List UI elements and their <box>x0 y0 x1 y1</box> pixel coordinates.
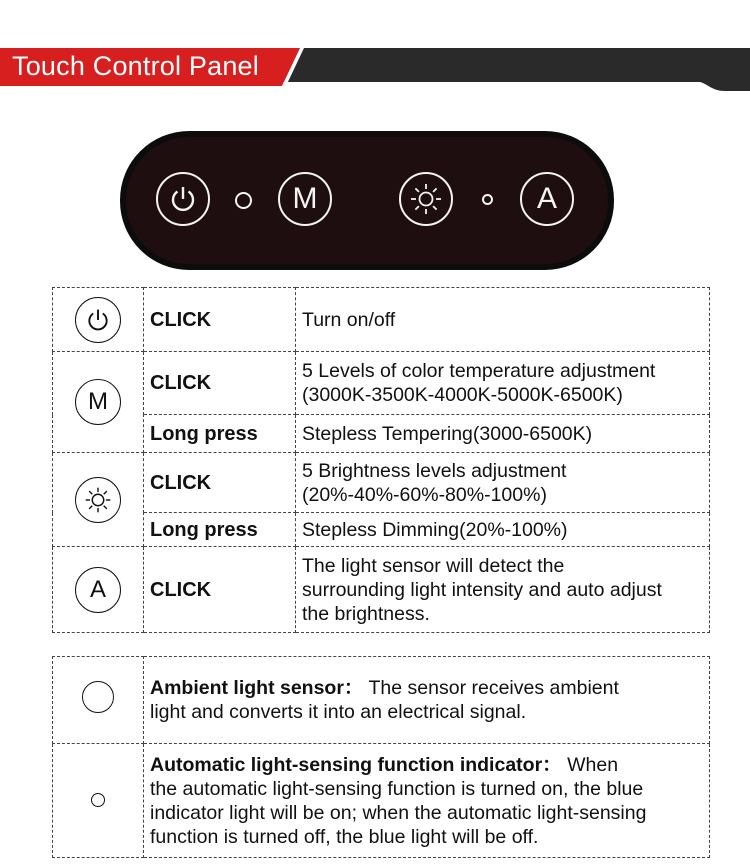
controls-table <box>52 287 710 633</box>
action-description: The light sensor will detect the surrounding light intensity and auto adjust the brightness. <box>296 547 710 633</box>
action-description: Stepless Dimming(20%-100%) <box>296 513 710 547</box>
brightness-icon-cell <box>53 453 144 547</box>
table-row <box>53 513 710 547</box>
mode-letter: M <box>292 182 318 215</box>
power-icon-cell <box>53 288 144 352</box>
table-row <box>53 744 710 858</box>
indicator-icon-cell <box>53 744 144 858</box>
ambient-sensor-description: Ambient light sensor： The sensor receives ambient light and converts it into an electrical signal. <box>144 657 710 744</box>
device-power-button[interactable] <box>156 172 210 226</box>
table-row <box>53 415 710 453</box>
device-mode-button[interactable] <box>278 172 332 226</box>
power-icon <box>75 297 121 343</box>
table-row <box>53 657 710 744</box>
auto-icon-cell <box>53 547 144 633</box>
action-label: CLICK <box>144 288 296 352</box>
sun-icon <box>75 477 121 523</box>
ambient-light-sensor <box>235 192 252 209</box>
table-row <box>53 352 710 415</box>
sensors-table <box>52 656 710 858</box>
action-label: Long press <box>144 415 296 453</box>
device-auto-button[interactable] <box>520 172 574 226</box>
auto-icon: A <box>75 567 121 613</box>
table-row <box>53 288 710 352</box>
auto-indicator-light <box>482 194 493 205</box>
action-label: CLICK <box>144 453 296 513</box>
sun-icon <box>409 182 443 216</box>
action-label: CLICK <box>144 547 296 633</box>
action-label: CLICK <box>144 352 296 415</box>
action-description: Stepless Tempering(3000-6500K) <box>296 415 710 453</box>
table-row <box>53 453 710 513</box>
page-title: Touch Control Panel <box>12 51 259 81</box>
action-description: Turn on/off <box>296 288 710 352</box>
action-label: Long press <box>144 513 296 547</box>
sensor-icon-cell <box>53 657 144 744</box>
auto-letter: A <box>536 182 557 215</box>
indicator-light-icon <box>91 793 105 807</box>
mode-icon-cell <box>53 352 144 453</box>
ambient-sensor-icon <box>82 681 114 713</box>
power-icon <box>168 184 198 214</box>
header-banner <box>0 44 750 92</box>
action-description: 5 Brightness levels adjustment (20%-40%-60%-80%-100%) <box>296 453 710 513</box>
mode-icon: M <box>75 379 121 425</box>
table-row <box>53 547 710 633</box>
touch-panel-device <box>118 129 618 272</box>
device-brightness-button[interactable] <box>399 172 453 226</box>
indicator-description: Automatic light-sensing function indicator： When the automatic light-sensing function is turned on, the blue indicator light will be on; when the automatic light-sensing function is turned off, the blue light will be off. <box>144 744 710 858</box>
action-description: 5 Levels of color temperature adjustment (3000K-3500K-4000K-5000K-6500K) <box>296 352 710 415</box>
